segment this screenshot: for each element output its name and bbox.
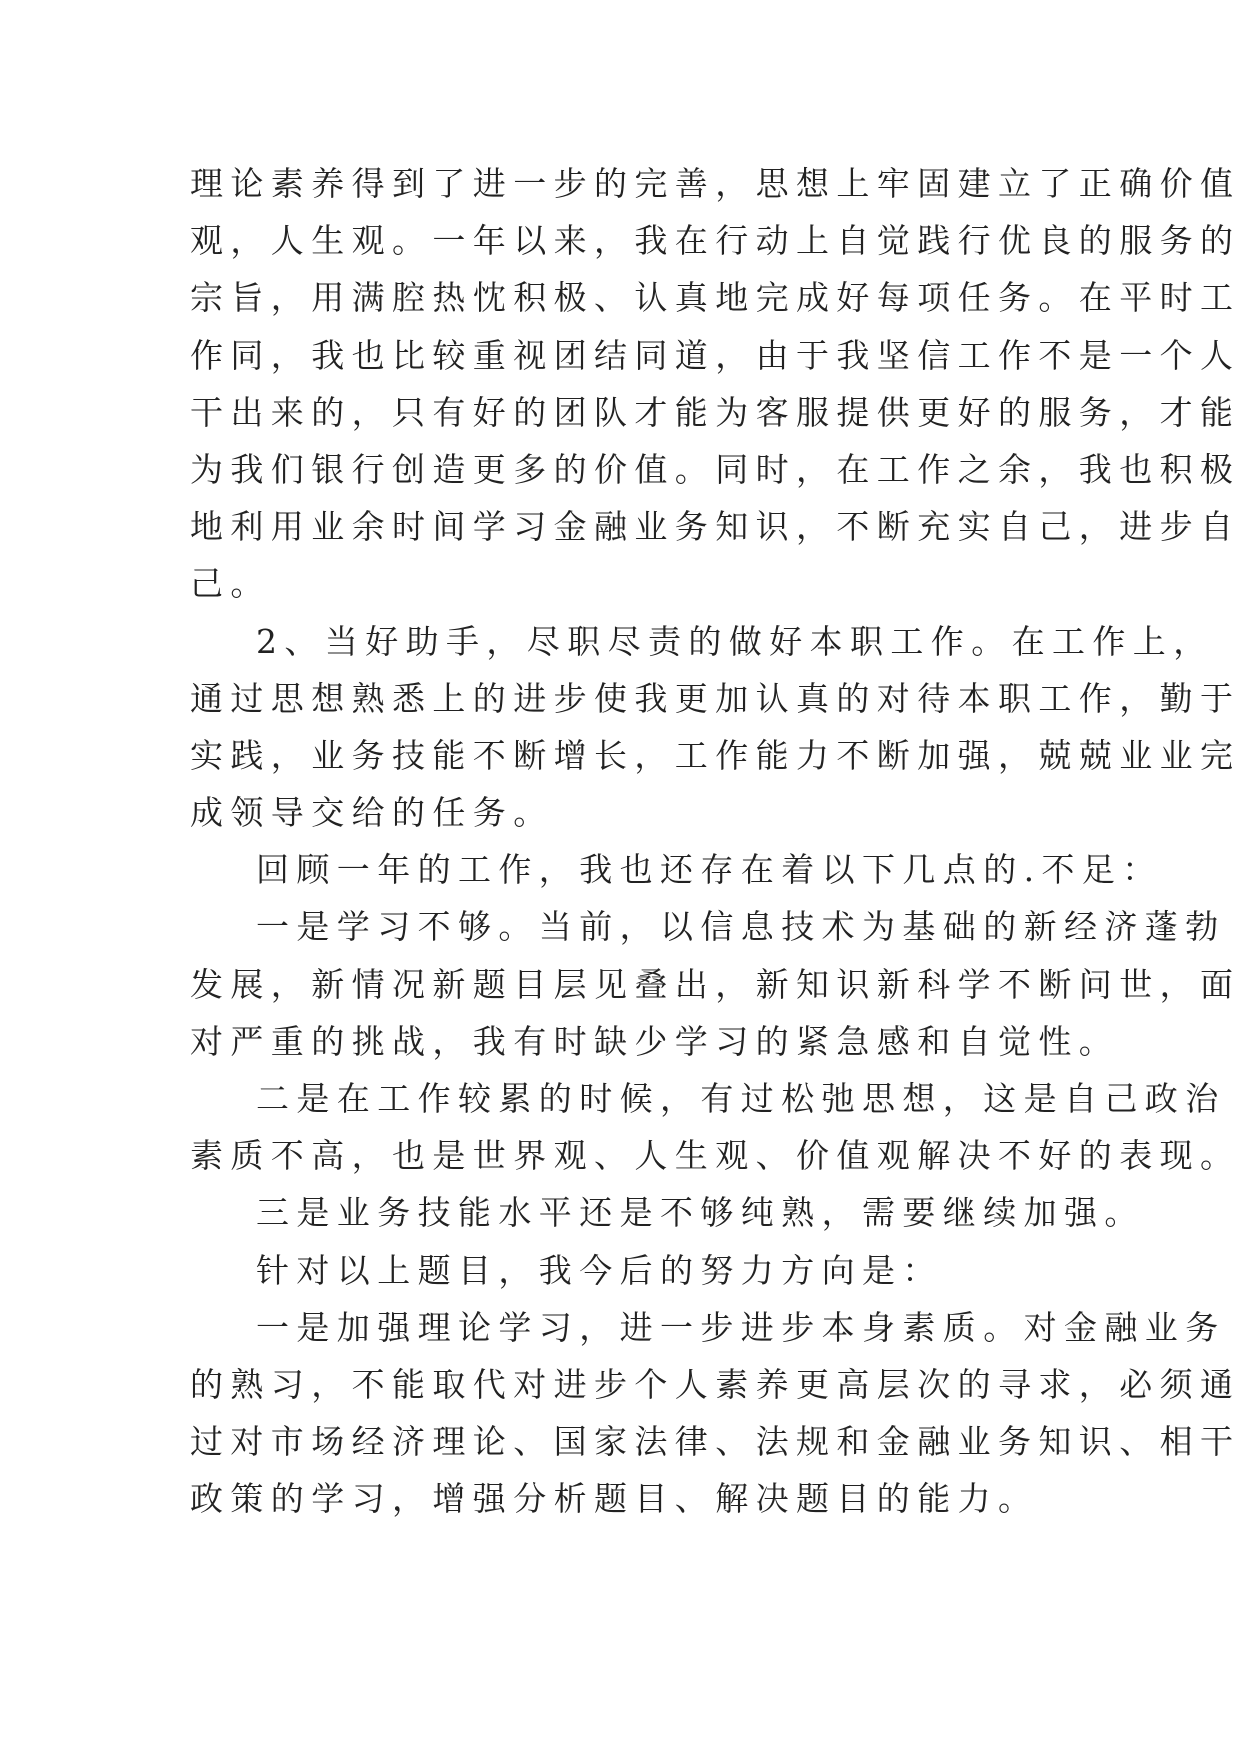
text-line: 己。 <box>190 564 271 604</box>
paragraph-start-line: 二是在工作较累的时候，有过松弛思想，这是自己政治 <box>256 1079 1226 1118</box>
text-line: 为我们银行创造更多的价值。同时，在工作之余，我也积极 <box>190 449 1241 489</box>
text-line: 过对市场经济理论、国家法律、法规和金融业务知识、相干 <box>190 1422 1241 1462</box>
text-line: 的熟习，不能取代对进步个人素养更高层次的寻求，必须通 <box>190 1364 1241 1404</box>
paragraph-start-line: 一是加强理论学习，进一步进步本身素质。对金融业务 <box>256 1307 1226 1347</box>
paragraph-start-line: 回顾一年的工作，我也还存在着以下几点的.不足： <box>256 850 1163 890</box>
text-line: 通过思想熟悉上的进步使我更加认真的对待本职工作，勤于 <box>190 678 1241 718</box>
text-line: 成领导交给的任务。 <box>190 793 554 833</box>
document-body <box>190 155 1241 1528</box>
text-line: 作同，我也比较重视团结同道，由于我坚信工作不是一个人 <box>190 335 1241 375</box>
text-line: 对严重的挑战，我有时缺少学习的紧急感和自觉性。 <box>190 1021 1120 1061</box>
paragraph-start-line: 一是学习不够。当前，以信息技术为基础的新经济蓬勃 <box>256 907 1226 947</box>
paragraph-start-line: 针对以上题目，我今后的努力方向是： <box>256 1250 943 1290</box>
text-line: 地利用业余时间学习金融业务知识，不断充实自己，进步自 <box>190 507 1241 547</box>
text-line: 实践，业务技能不断增长，工作能力不断加强，兢兢业业完 <box>190 735 1241 775</box>
text-line: 发展，新情况新题目层见叠出，新知识新科学不断问世，面 <box>190 964 1241 1004</box>
paragraph-start-line: 2、当好助手，尽职尽责的做好本职工作。在工作上， <box>256 621 1214 661</box>
text-line: 素质不高，也是世界观、人生观、价值观解决不好的表现。 <box>190 1136 1241 1176</box>
text-line: 观，人生观。一年以来，我在行动上自觉践行优良的服务的 <box>190 221 1241 261</box>
text-line: 干出来的，只有好的团队才能为客服提供更好的服务，才能 <box>190 392 1241 432</box>
text-line: 宗旨，用满腔热忱积极、认真地完成好每项任务。在平时工 <box>190 278 1241 318</box>
paragraph-start-line: 三是业务技能水平还是不够纯熟，需要继续加强。 <box>256 1193 1145 1233</box>
text-line: 政策的学习，增强分析题目、解决题目的能力。 <box>190 1479 1039 1519</box>
text-line: 理论素养得到了进一步的完善，思想上牢固建立了正确价值 <box>190 164 1241 203</box>
